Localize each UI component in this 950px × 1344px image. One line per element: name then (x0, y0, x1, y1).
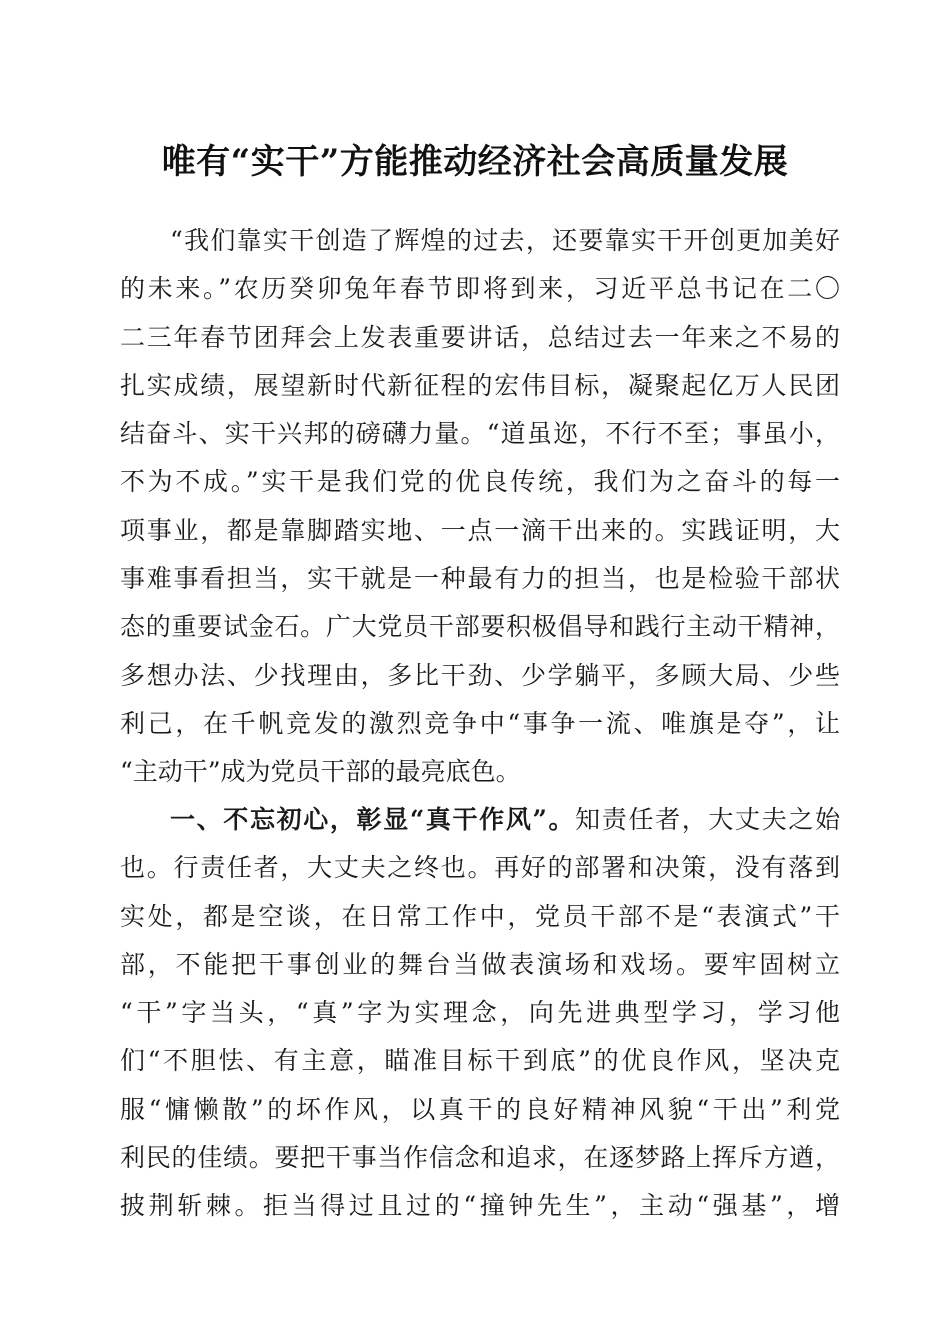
text-line: 部，不能把干事创业的舞台当做表演场和戏场。要牢固树立 (120, 949, 840, 979)
text-line: 多想办法、少找理由，多比干劲、少学躺平，多顾大局、少些 (120, 660, 840, 690)
text-line: 态的重要试金石。广大党员干部要积极倡导和践行主动干精神， (120, 612, 840, 642)
text-line: 不为不成。”实干是我们党的优良传统，我们为之奋斗的每一 (120, 467, 840, 497)
text-line: 扎实成绩，展望新时代新征程的宏伟目标，凝聚起亿万人民团 (120, 370, 840, 400)
section-first-line-text: 知责任者，大丈夫之始 (575, 805, 840, 834)
section-heading: 一、不忘初心，彰显“真干作风”。 (170, 805, 576, 834)
paragraph-section-one (120, 796, 840, 1231)
text-line: 结奋斗、实干兴邦的磅礴力量。“道虽迩，不行不至；事虽小， (120, 419, 840, 449)
text-line: 们“不胆怯、有主意，瞄准目标干到底”的优良作风，坚决克 (120, 1046, 840, 1076)
text-line: “我们靠实干创造了辉煌的过去，还要靠实干开创更加美好 (170, 226, 840, 255)
document-title: 唯有“实干”方能推动经济社会高质量发展 (161, 142, 789, 182)
text-line: 利己，在千帆竞发的激烈竞争中“事争一流、唯旗是夺”，让 (120, 708, 840, 738)
text-line: 服“慵懒散”的坏作风，以真干的良好精神风貌“干出”利党 (120, 1094, 840, 1124)
paragraph-intro (120, 217, 840, 797)
text-line: 二三年春节团拜会上发表重要讲话，总结过去一年来之不易的 (120, 322, 840, 352)
text-line: 披荆斩棘。拒当得过且过的“撞钟先生”，主动“强基”，增 (120, 1191, 840, 1221)
section-first-line (120, 796, 840, 844)
text-line: 事难事看担当，实干就是一种最有力的担当，也是检验干部状 (120, 564, 840, 594)
text-line: “主动干”成为党员干部的最亮底色。 (120, 757, 521, 787)
text-line: 的未来。”农历癸卯兔年春节即将到来，习近平总书记在二〇 (120, 274, 840, 304)
text-line: 利民的佳绩。要把干事当作信念和追求，在逐梦路上挥斥方遒， (120, 1143, 840, 1173)
text-line: 实处，都是空谈，在日常工作中，党员干部不是“表演式”干 (120, 901, 840, 931)
text-line: 也。行责任者，大丈夫之终也。再好的部署和决策，没有落到 (120, 853, 840, 883)
text-line: “干”字当头，“真”字为实理念，向先进典型学习，学习他 (120, 998, 840, 1028)
text-line: 项事业，都是靠脚踏实地、一点一滴干出来的。实践证明，大 (120, 515, 840, 545)
